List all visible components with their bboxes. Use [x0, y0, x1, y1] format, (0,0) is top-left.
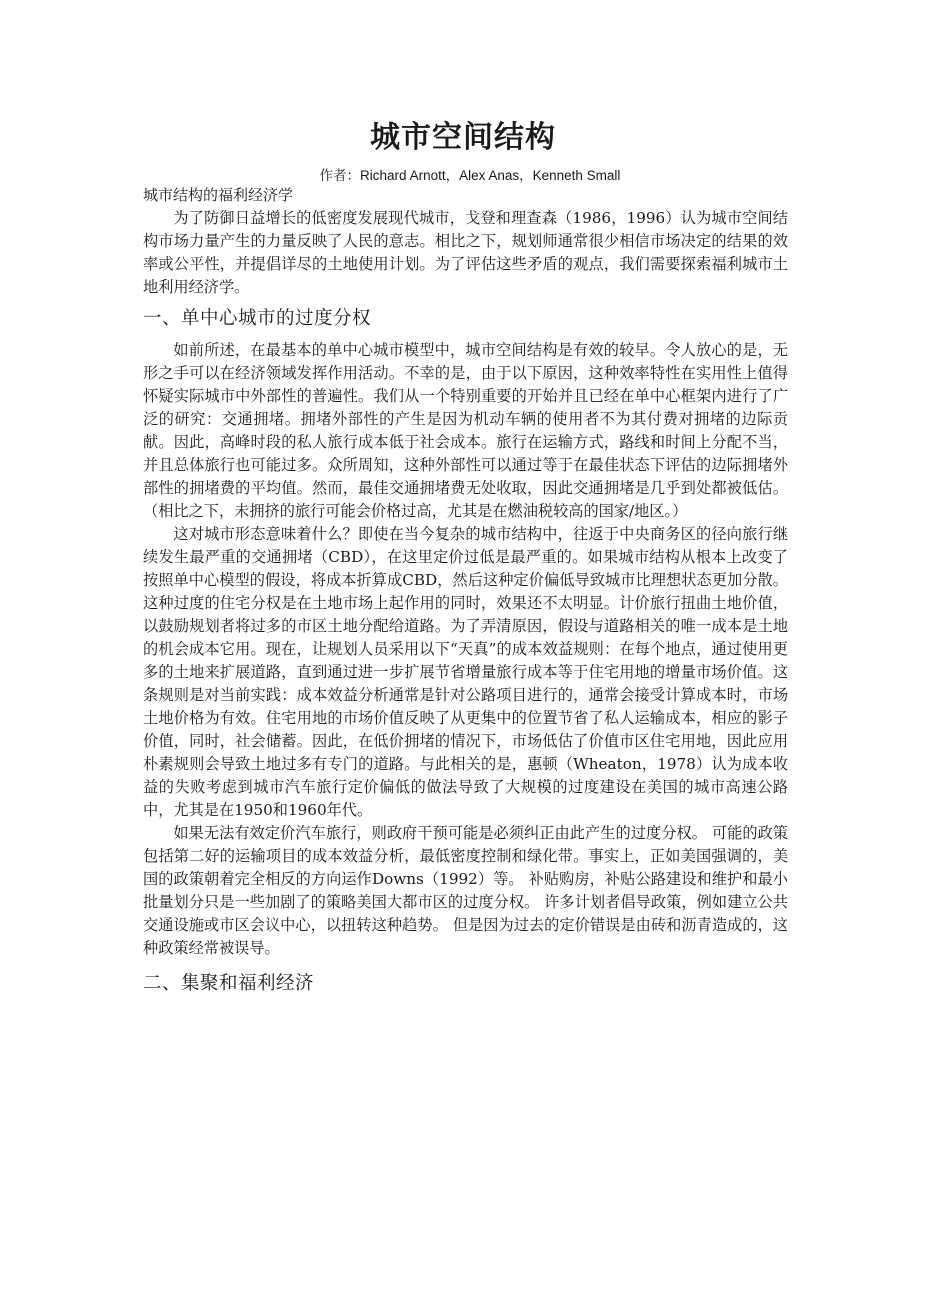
document-subtitle: 城市结构的福利经济学: [143, 186, 294, 204]
document-title: 城市空间结构: [370, 120, 556, 155]
section-1-paragraph-1: 如前所述，在最基本的单中心城市模型中，城市空间结构是有效的较早。令人放心的是，无形之手可以在经济领域发挥作用活动。不幸的是，由于以下原因，这种效率特性在实用性上值得怀疑实际城市中外部性的普遍性。我们从一个特别重要的开始并且已经在单中心框架内进行了广泛的研究：交通拥堵。拥堵外部性的产生是因为机动车辆的使用者不为其付费对拥堵的边际贡献。因此，高峰时段的私人旅行成本低于社会成本。旅行在运输方式，路线和时间上分配不当，并且总体旅行也可能过多。众所周知，这种外部性可以通过等于在最佳状态下评估的边际拥堵外部性的拥堵费的平均值。然而，最佳交通拥堵费无处收取，因此交通拥堵是几乎到处都被低估。（相比之下，未拥挤的旅行可能会价格过高，尤其是在燃油税较高的国家/地区。）: [143, 341, 788, 520]
intro-paragraph: 为了防御日益增长的低密度发展现代城市，戈登和理查森（1986，1996）认为城市空间结构市场力量产生的力量反映了人民的意志。相比之下，规划师通常很少相信市场决定的结果的效率或公平性，并提倡详尽的土地使用计划。为了评估这些矛盾的观点，我们需要探索福利城市土地利用经济学。: [143, 209, 788, 296]
section-2-heading: 二、集聚和福利经济: [143, 973, 315, 994]
section-1-paragraph-2: 这对城市形态意味着什么？即使在当今复杂的城市结构中，往返于中央商务区的径向旅行继续发生最严重的交通拥堵（CBD），在这里定价过低是最严重的。如果城市结构从根本上改变了按照单中心模型的假设，将成本折算成CBD，然后这种定价偏低导致城市比理想状态更加分散。这种过度的住宅分权是在土地市场上起作用的同时，效果还不太明显。计价旅行扭曲土地价值，以鼓励规划者将过多的市区土地分配给道路。为了弄清原因，假设与道路相关的唯一成本是土地的机会成本它用。现在，让规划人员采用以下“天真”的成本效益规则：在每个地点，通过使用更多的土地来扩展道路，直到通过进一步扩展节省增量旅行成本等于住宅用地的增量市场价值。这条规则是对当前实践：成本效益分析通常是针对公路项目进行的，通常会接受计算成本时，市场土地价格为有效。住宅用地的市场价值反映了从更集中的位置节省了私人运输成本，相应的影子价值，同时，社会储蓄。因此，在低价拥堵的情况下，市场低估了价值市区住宅用地，因此应用朴素规则会导致土地过多有专门的道路。与此相关的是，惠顿（Wheaton，1978）认为成本收益的失败考虑到城市汽车旅行定价偏低的做法导致了大规模的过度建设在美国的城市高速公路中，尤其是在1950和1960年代。: [143, 525, 788, 819]
document-body: [143, 184, 788, 1004]
section-1-paragraph-3: 如果无法有效定价汽车旅行，则政府干预可能是必须纠正由此产生的过度分权。 可能的政策包括第二好的运输项目的成本效益分析，最低密度控制和绿化带。事实上，正如美国强调的，美国的政策朝着完全相反的方向运作Downs（1992）等。 补贴购房，补贴公路建设和维护和最小批量划分只是一些加剧了的策略美国大都市区的过度分权。 许多计划者倡导政策，例如建立公共交通设施或市区会议中心，以扭转这种趋势。 但是因为过去的定价错误是由砖和沥青造成的，这种政策经常被误导。: [143, 824, 788, 957]
document-authors: 作者：Richard Arnott，Alex Anas，Kenneth Small: [319, 168, 621, 183]
section-1-heading: 一、单中心城市的过度分权: [143, 308, 372, 329]
